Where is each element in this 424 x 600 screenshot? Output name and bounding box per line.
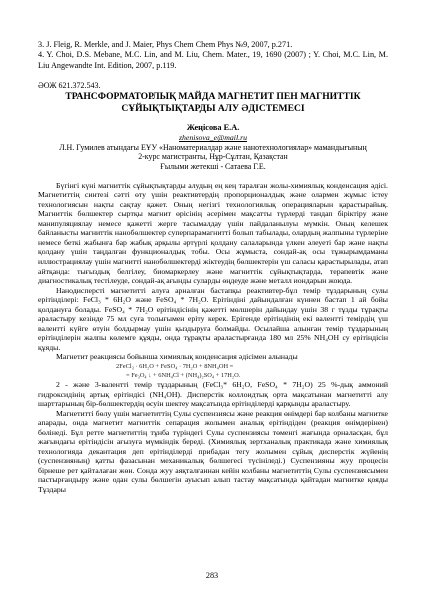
affiliation-line: Ғылыми жетекші - Сатаева Г.Е.: [160, 162, 266, 171]
affiliation-line: 2-курс магистранты, Нұр-Сұлтан, Қазақстан: [138, 152, 288, 162]
reference-list: [38, 40, 388, 71]
equation-line: = Fe₃O₄ ↓ + 6NH₄Cl + (NH₄)₂SO₄ + 17H₂O.: [126, 371, 241, 379]
affiliation: [38, 143, 388, 172]
body-paragraph: Бүгінгі күні магниттік сұйықтықтарды алудың ең кең таралған жолы-химиялық конденсация әдісі. Магнетиттің синтезі сәтті өту үшін реактивтердің пропорционалдық және олармен жұмыс істеу технологиясын нақты сақтау қажет. Оның негізгі технологиялық операцияларын қарастырайық. Магниттік бөлшектер сыртқы магнит өрісінің әсерімен мақсатты түрлерді тандап біріктіру және манипуляциялау немесе қажетті жерге тасымалдау үшін пайдаланылуы мүмкін. Оның келешек байланысты магниттік нанобөлшектер суперпарамагнитті болып табылады, олардың жалпыны түрлеріне немесе беткі жабынға бар жабық арқылы әртүрлі қолдану салаларында үлкен әлеуеті бар және нақты қолдану үшін таңдалған функционалдық тобы. Осы жұмыста, сондай-ақ осы тұжырымдаманы иллюстрациялау үшін магнитті нанобөлшектерді жіктеудің бөлшектерін үш саласы қарастырылады, атап айтқанда: тығыздық белгілеу, биомаркерлеу және магниттік сұйықтықтарда, терапевтік және диагностикалық тестілеуде, сондай-ақ ағынды суларды өңдеуде және металл иондарын жоюда.: [38, 180, 388, 286]
author-name: Жеңісова Е.А.: [186, 123, 240, 133]
article-title: [38, 91, 388, 114]
equation-line: 2FeCl₃ · 6H₂O + FeSO₄ · 7H₂O + 8NH₄OH =: [116, 362, 234, 370]
author-email[interactable]: zhenisova_e@mail.ru: [178, 133, 248, 143]
reference-item: 3. J. Fleig, R. Merkle, and J. Maier, Phys Chem Chem Phys №9, 2007, p.271.: [38, 40, 293, 49]
body-paragraph: 2 - және 3-валентті темір тұздарының (FeCl₃* 6H₂O, FeSO₄ * 7H₂O) 25 %-дық аммоний гидроксидінің артық ерітіндісі (NH₄OH). Дисперстік коллоидтық орта мақсатынан магнетитті алу шарттарының бір-бөлшектердің өсуін шектеу мақсатында ерітінділерді қарқынды араластыру.: [38, 379, 388, 409]
page-content: [38, 40, 388, 495]
reference-item: 4. Y. Choi, D.S. Mebane, M.C. Lin, and M. Liu, Chem. Mater., 19, 1690 (2007) ; Y. Choi, M.C. Lin, M. Liu Angewandte Int. Edition, 2007, p.119.: [38, 50, 388, 70]
body-paragraph: Нанодисперсті магнетитті алуға арналған бастапқы реактивтер-бұл темір тұздарының сулы ерітінділері: FeCl₃ * 6H₂O және FeSO₄ * 7H₂O. Ерітіндіні дайындалған күннен бастап 1 ай бойы қолдануға болады. FeSO₄ * 7H₂O ерітіндісінің қажетті мөлшерін дайындау үшін 38 г тұзды тұрақты араластыру кезінде 75 мл суға толығымен еріту керек. Ерігенде ерітіндінің екі валентті темірдің үш валентті күйге өтуін болдырмау үшін қыздыруға болмайды. Осылайша алынған темір тұздарының ерітінділерін жалпы көлемге құяды, онда тұрақты араластырғанда 180 мл 25% NH₄OH су ерітіндісін құяды.: [38, 285, 388, 352]
title-line: СҰЙЫҚТЫҚТАРДЫ АЛУ ӘДІСТЕМЕСІ: [121, 102, 305, 114]
page-number: 283: [205, 571, 219, 580]
body-paragraph: Магнетит реакциясы бойынша химиялық конденсация әдісімен алынады: [56, 352, 298, 362]
body-paragraph: Магнетитті бөлу үшін магнетиттің Сулы суспензиясы және реакция өнімдері бар колбаны магнитке апарады, онда магнетит магниттік сепарация жолымен аналық ерітіндіден (реакция өнімдерінен) бөлінеді. Бұл ретте магнетиттің тұнба түріндегі Сулы суспензиясы төменгі жағында орналасқан, бұл жағындағы ерітіндісін ағызуға мүмкіндік береді. (Химиялық зертханалық практикада және химиялық технологияда декантация деп ерітінділерді прибадан тегу жолымен сұйық дисперстік жүйенің (суспензияның) қатты фазасынан механикалық бөлшегесі түсініледі.) Суспензияны жуу процесін бірнеше рет қайталаған жөн. Сонда жуу аяқталғаннан кейін колбаны магнетиттің Сулы суспензиясымен пастырғандыру және одан сулы бөлшегін ауысып алып тастау мақсатында қайтадан магнитке қояды Тұздары: [38, 408, 388, 494]
article-body: [38, 181, 388, 495]
udc-code: ӘОЖ 621.372.543.: [38, 81, 101, 91]
affiliation-line: Л.Н. Гумилев атындағы ЕҰУ «Наноматериалдар және нанотехнологиялар» мамандығының: [59, 142, 367, 152]
title-line: ТРАНСФОРМАТОРЛЫҚ МАЙДА МАГНЕТИТ ПЕН МАГНИТТІК: [65, 91, 361, 103]
